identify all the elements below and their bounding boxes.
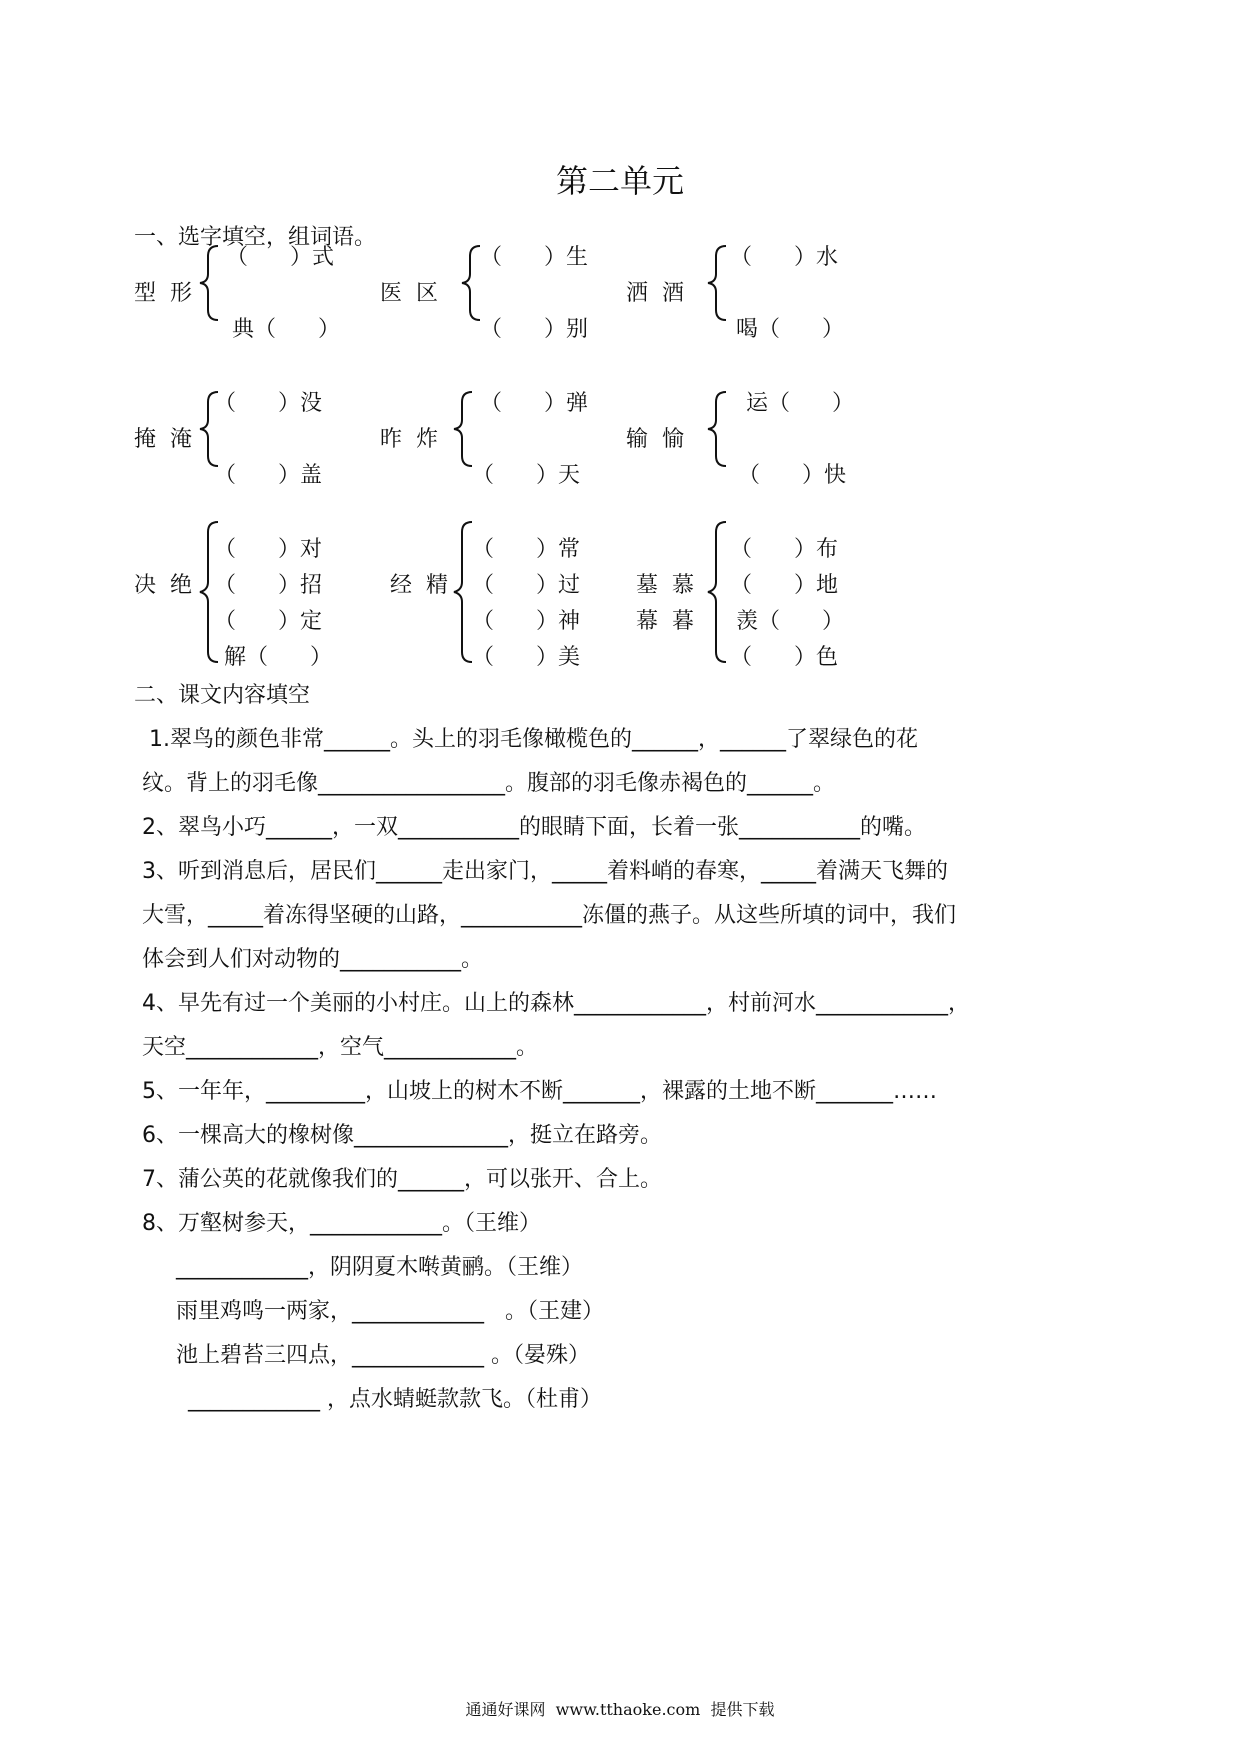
blank-item: （ ）弹 [480, 391, 588, 416]
blank-item: （ ）别 [480, 317, 588, 342]
char-pair: 墓 慕 [636, 573, 694, 598]
poem-line: ____________ ，点水蜻蜓款款飞。（杜甫） [188, 1387, 602, 1412]
fill-line: 体会到人们对动物的___________。 [142, 947, 484, 972]
blank-item: 羡（ ） [736, 609, 844, 634]
blank-item: （ ）天 [472, 463, 580, 488]
blank-item: （ ）美 [472, 645, 580, 670]
fill-line: 4、早先有过一个美丽的小村庄。山上的森林____________，村前河水____________， [142, 991, 970, 1016]
section-1-heading: 一、选字填空，组词语。 [134, 225, 377, 250]
poem-line: 池上碧苔三四点，____________ 。（晏殊） [176, 1343, 590, 1368]
blank-item: （ ）神 [472, 609, 580, 634]
char-pair: 经 精 [390, 573, 448, 598]
char-pair: 掩 淹 [134, 427, 192, 452]
brace-icon [452, 390, 476, 468]
brace-icon [706, 520, 730, 664]
blank-item: （ ）没 [214, 391, 322, 416]
char-pair: 输 愉 [626, 427, 684, 452]
char-pair: 幕 暮 [636, 609, 694, 634]
char-pair: 决 绝 [134, 573, 192, 598]
blank-item: （ ）快 [738, 463, 846, 488]
fill-line: 大雪，_____着冻得坚硬的山路，___________冻僵的燕子。从这些所填的词中，我们 [142, 903, 957, 928]
fill-line: 天空____________，空气____________。 [142, 1035, 539, 1060]
fill-line: 8、万壑树参天，____________。（王维） [142, 1211, 541, 1236]
blank-item: 典（ ） [232, 317, 340, 342]
section-2-heading: 二、课文内容填空 [134, 683, 311, 708]
char-pair: 洒 酒 [626, 281, 684, 306]
fill-line: 1.翠鸟的颜色非常______。头上的羽毛像橄榄色的______，______了翠绿色的花 [142, 727, 918, 752]
blank-item: （ ）过 [472, 573, 580, 598]
blank-item: （ ）对 [214, 537, 322, 562]
char-pair: 昨 炸 [380, 427, 438, 452]
footer-credit: 通通好课网 www.tthaoke.com 提供下载 [465, 1700, 775, 1719]
blank-item: （ ）布 [730, 537, 838, 562]
fill-line: 5、一年年，_________，山坡上的树木不断_______，裸露的土地不断_______…… [142, 1079, 937, 1104]
blank-item: （ ）招 [214, 573, 322, 598]
char-pair: 医 区 [380, 281, 438, 306]
blank-item: （ ）地 [730, 573, 838, 598]
blank-item: （ ）盖 [214, 463, 322, 488]
fill-line: 7、蒲公英的花就像我们的______，可以张开、合上。 [142, 1167, 662, 1192]
poem-line: ____________，阴阴夏木啭黄鹂。（王维） [176, 1255, 584, 1280]
blank-item: 喝（ ） [736, 317, 844, 342]
char-pair: 型 形 [134, 281, 192, 306]
fill-line: 纹。背上的羽毛像_________________。腹部的羽毛像赤褐色的______。 [142, 771, 836, 796]
fill-line: 2、翠鸟小巧______，一双___________的眼睛下面，长着一张___________的嘴。 [142, 815, 926, 840]
blank-item: 运（ ） [746, 391, 854, 416]
blank-item: （ ）生 [480, 245, 588, 270]
blank-item: （ ）常 [472, 537, 580, 562]
brace-icon [706, 244, 730, 322]
brace-icon [706, 390, 730, 468]
brace-icon [198, 244, 222, 322]
blank-item: （ ）定 [214, 609, 322, 634]
blank-item: 解（ ） [224, 645, 332, 670]
blank-item: （ ）水 [730, 245, 838, 270]
poem-line: 雨里鸡鸣一两家，____________ 。（王建） [176, 1299, 604, 1324]
fill-line: 6、一棵高大的橡树像______________，挺立在路旁。 [142, 1123, 662, 1148]
blank-item: （ ）色 [730, 645, 838, 670]
blank-item: （ ）式 [226, 245, 334, 270]
page-title: 第二单元 [555, 162, 684, 200]
fill-line: 3、听到消息后，居民们______走出家门，_____着料峭的春寒，_____着满天飞舞的 [142, 859, 948, 884]
